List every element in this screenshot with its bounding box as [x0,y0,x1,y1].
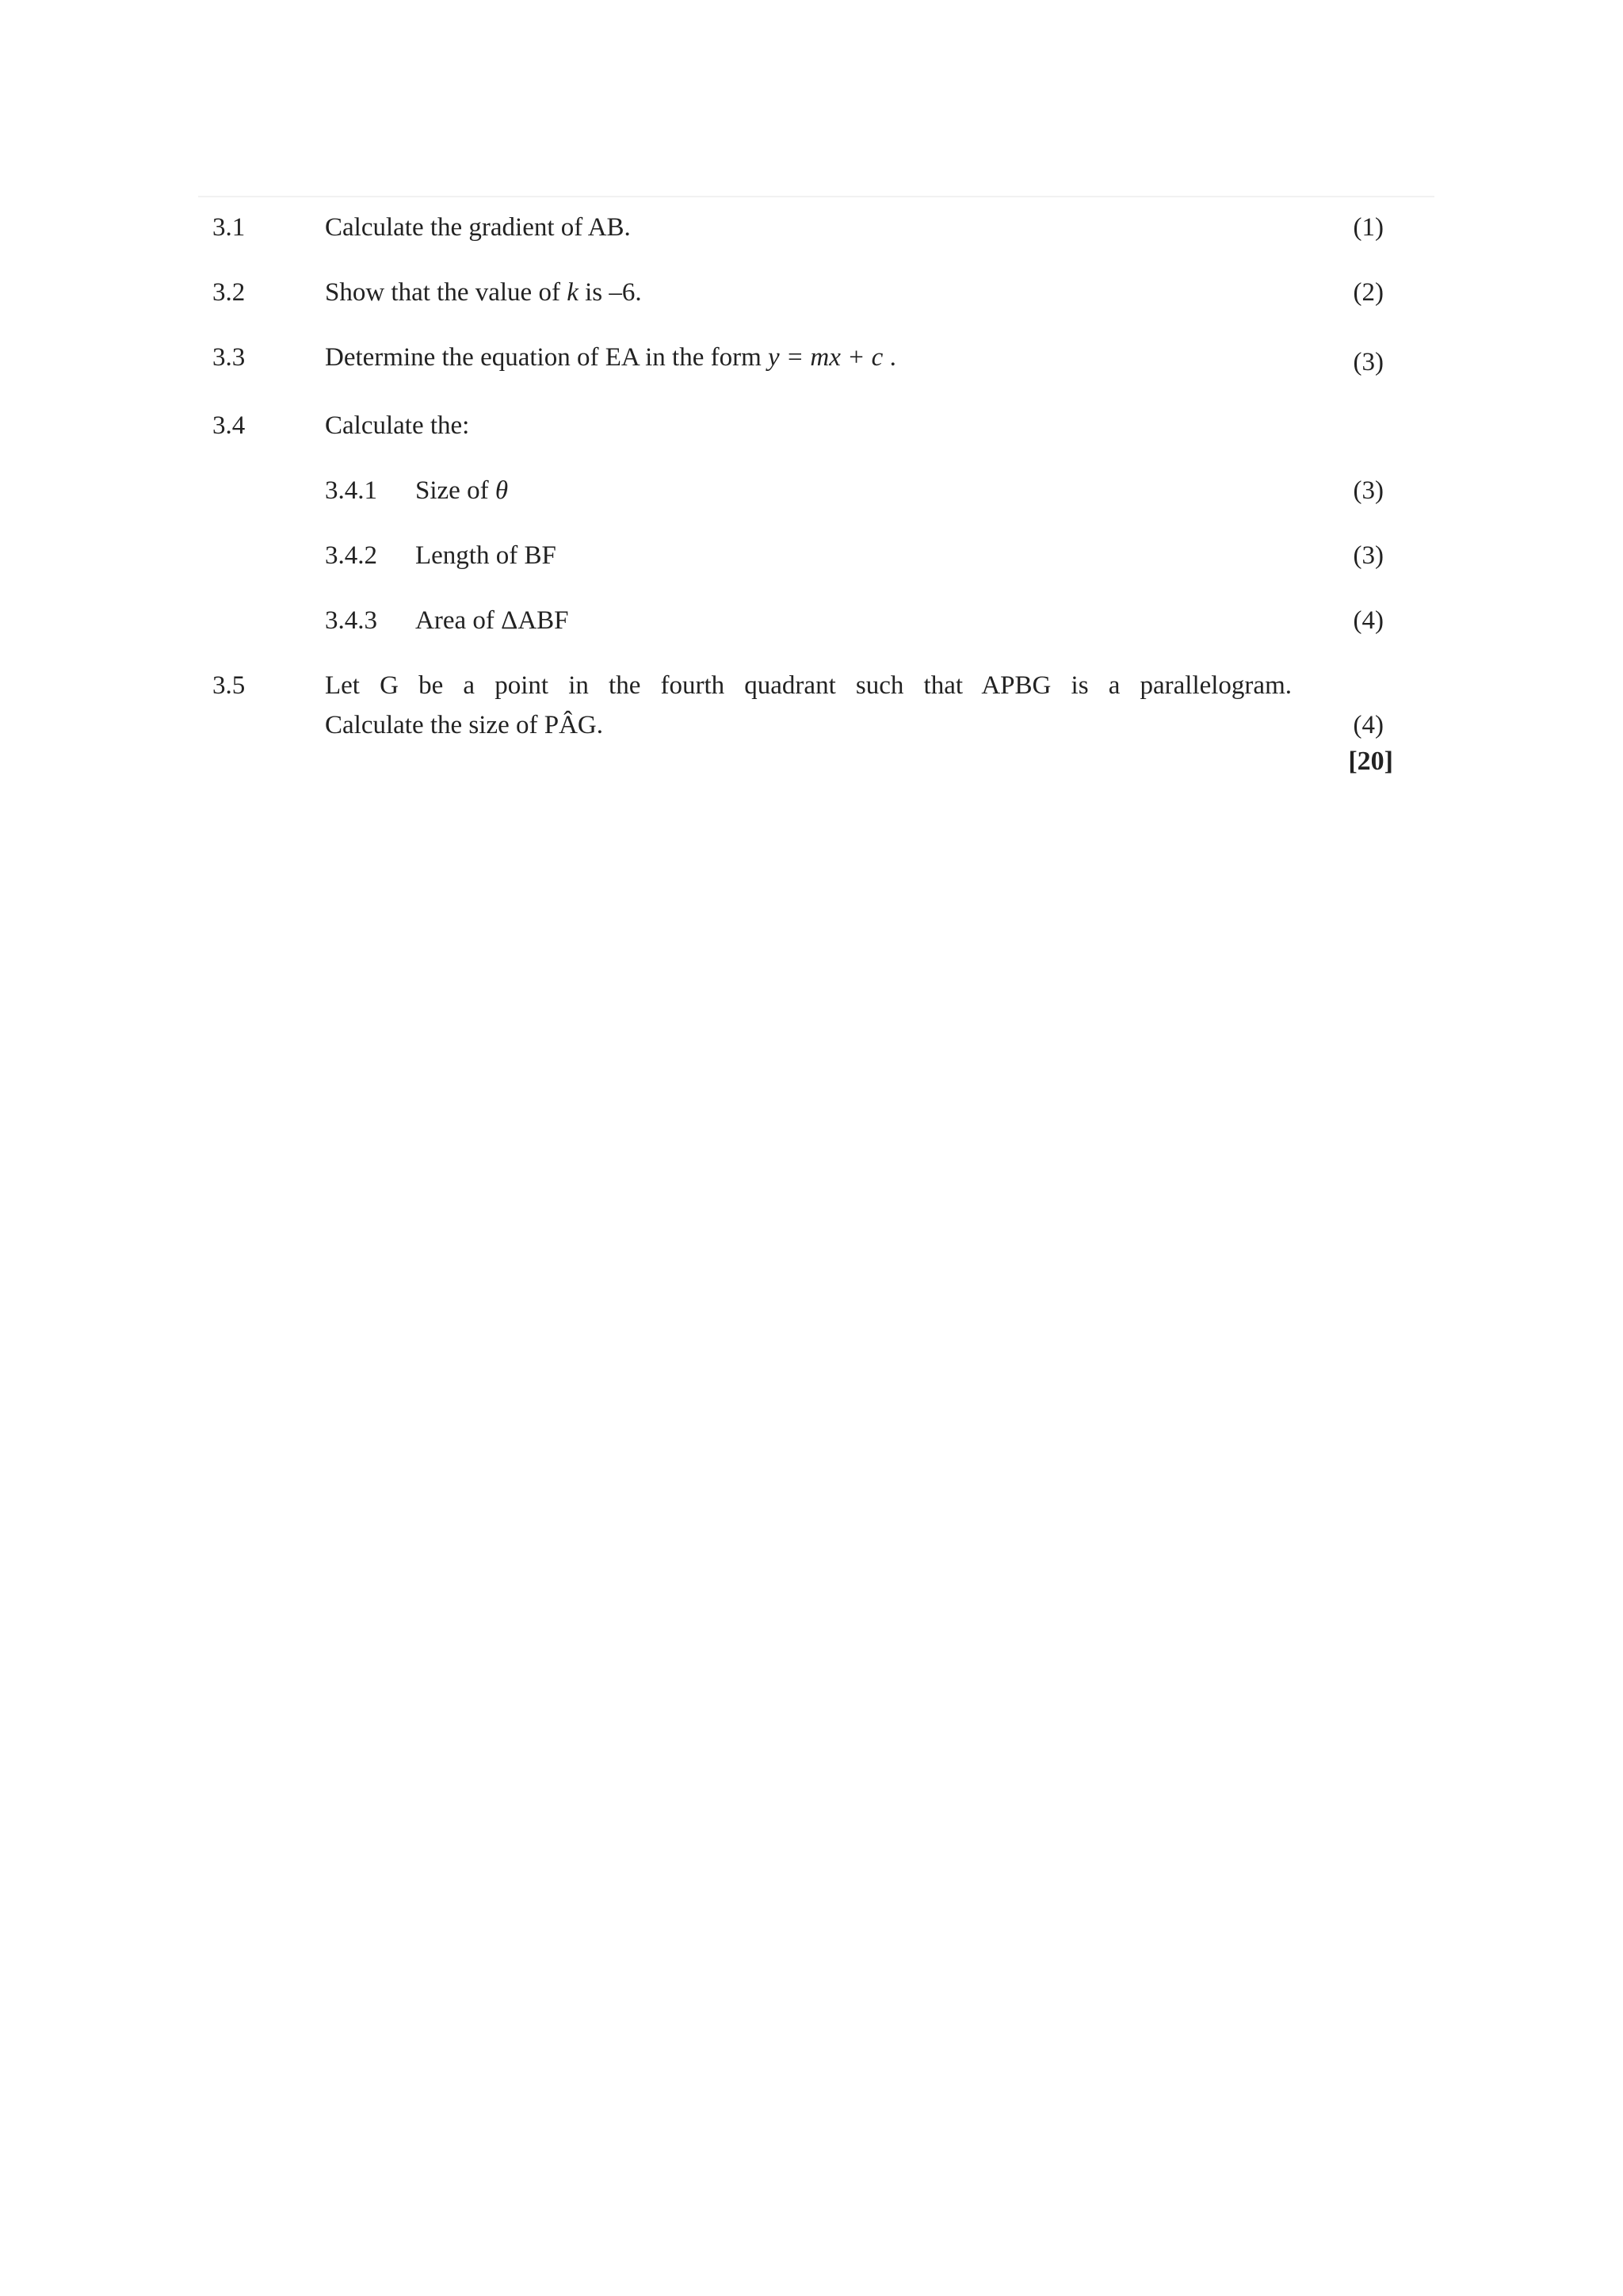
question-marks: (1) [1353,213,1384,242]
question-text-part: is –6. [578,278,642,307]
equation: y = mx + c [768,343,884,372]
subquestion-marks: (4) [1353,606,1384,635]
variable-k: k [567,278,579,307]
question-text: Calculate the gradient of AB. [325,213,631,242]
subquestion-text: Area of ΔABF [415,606,569,635]
question-text: Calculate the: [325,411,470,440]
question-marks: (3) [1353,348,1384,376]
subquestion-marks: (3) [1353,476,1384,505]
total-marks: [20] [1348,747,1393,776]
question-marks: (2) [1353,278,1384,307]
question-number: 3.2 [212,278,246,307]
subquestion-number: 3.4.3 [325,606,377,635]
subquestion-number: 3.4.2 [325,541,377,570]
subquestion-number: 3.4.1 [325,476,377,505]
top-rule [198,196,1434,197]
subquestion-text-part: Size of [415,476,495,505]
question-marks: (4) [1353,711,1384,739]
question-text-part: . [883,343,896,372]
question-text-part: Determine the equation of EA in the form [325,343,769,372]
subquestion-text [415,472,508,509]
question-number: 3.4 [212,411,246,440]
question-text [325,274,642,311]
question-number: 3.3 [212,343,246,372]
question-text [325,339,896,376]
subquestion-marks: (3) [1353,541,1384,570]
question-number: 3.5 [212,671,246,700]
question-text-line-1: Let G be a point in the fourth quadrant such that APBG is a parallelogram. [325,671,1292,700]
subquestion-text: Length of BF [415,541,556,570]
question-number: 3.1 [212,213,246,242]
variable-theta: θ [495,476,509,505]
question-text-line-2: Calculate the size of PÂG. [325,711,603,739]
question-text-part: Show that the value of [325,278,567,307]
